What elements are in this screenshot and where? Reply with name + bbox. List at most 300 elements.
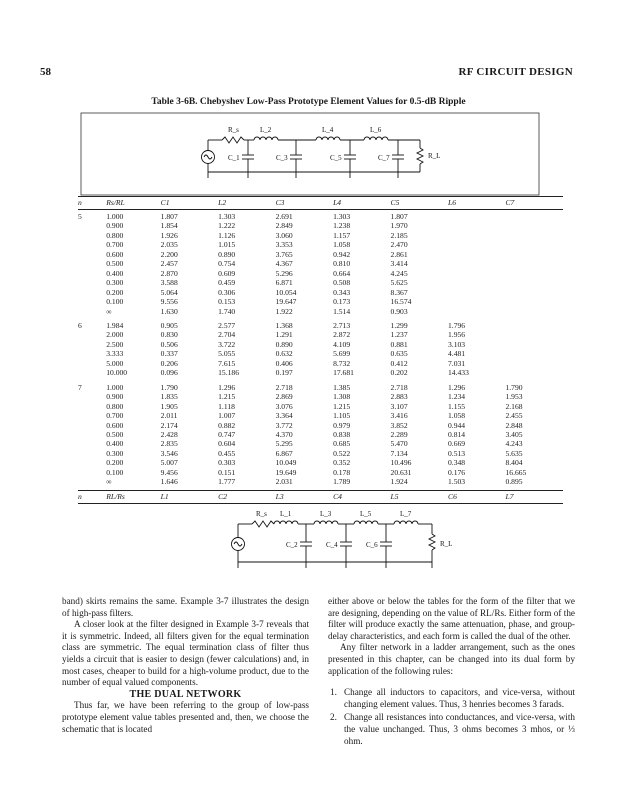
table-cell: 1.984 bbox=[106, 320, 124, 330]
table-cell: 5.295 bbox=[275, 439, 293, 449]
table-cell bbox=[505, 368, 563, 380]
table-cell: 1.777 bbox=[218, 477, 236, 487]
table-cell bbox=[505, 359, 563, 368]
table-cell: 0.669 bbox=[448, 439, 466, 449]
table-cell: 0.200 bbox=[106, 287, 124, 297]
table-cell: 0.800 bbox=[106, 401, 124, 411]
table-cell: 15.186 bbox=[218, 368, 240, 378]
table-cell bbox=[505, 250, 563, 259]
column-header: L4 bbox=[333, 197, 390, 210]
order-cell: 7 bbox=[78, 382, 82, 392]
table-cell: 0.459 bbox=[218, 278, 236, 288]
order-cell bbox=[78, 307, 106, 319]
table-cell: 1.789 bbox=[333, 477, 351, 487]
order-cell bbox=[78, 340, 106, 349]
table-cell: 1.015 bbox=[218, 240, 236, 250]
page-number: 58 bbox=[40, 66, 51, 78]
order-cell bbox=[78, 288, 106, 297]
table-cell: 0.406 bbox=[275, 358, 293, 368]
table-cell: 1.296 bbox=[218, 382, 236, 392]
table-cell: 14.433 bbox=[448, 368, 469, 378]
table-cell: 0.700 bbox=[106, 240, 124, 250]
table-row bbox=[78, 210, 563, 222]
table-cell bbox=[505, 240, 563, 249]
label-l4: L_4 bbox=[322, 126, 334, 134]
table-cell: 0.747 bbox=[218, 429, 236, 439]
table-row bbox=[78, 477, 563, 490]
table-cell: 10.054 bbox=[275, 287, 297, 297]
table-row bbox=[78, 381, 563, 392]
label-l6: L_6 bbox=[370, 126, 382, 134]
table-cell: 0.881 bbox=[390, 339, 408, 349]
table-cell: 1.807 bbox=[390, 212, 408, 221]
table-cell: 1.905 bbox=[160, 401, 178, 411]
table-cell: 2.457 bbox=[160, 259, 178, 269]
label-rs: R_s bbox=[256, 510, 267, 518]
label-c1: C_1 bbox=[228, 154, 240, 162]
column-header: C5 bbox=[391, 197, 448, 210]
table-cell: 2.577 bbox=[218, 320, 236, 330]
table-cell: 1.924 bbox=[390, 477, 408, 487]
table-cell: 1.291 bbox=[275, 330, 293, 340]
table-header-row bbox=[78, 197, 563, 210]
table-cell: 0.890 bbox=[218, 249, 236, 259]
table-cell: 0.632 bbox=[275, 349, 293, 359]
table-cell bbox=[448, 297, 505, 306]
table-cell: 0.942 bbox=[333, 249, 351, 259]
table-cell: 0.096 bbox=[160, 368, 178, 378]
table-cell: 9.556 bbox=[160, 297, 178, 307]
table-cell: 2.872 bbox=[333, 330, 351, 340]
label-l2: L_2 bbox=[260, 126, 272, 134]
table-cell: 1.514 bbox=[333, 306, 351, 316]
table-cell: 10.049 bbox=[275, 458, 297, 468]
table-cell: 2.185 bbox=[390, 230, 408, 240]
table-cell: 10.496 bbox=[390, 458, 412, 468]
table-cell: 1.299 bbox=[390, 320, 408, 330]
table-row bbox=[78, 439, 563, 448]
table-cell: 0.635 bbox=[390, 349, 408, 359]
column-footer: L1 bbox=[161, 490, 218, 503]
table-cell: 1.238 bbox=[333, 221, 351, 231]
table-cell: 2.691 bbox=[275, 212, 293, 221]
table-cell: 5.296 bbox=[275, 268, 293, 278]
table-cell: 2.861 bbox=[390, 249, 408, 259]
table-row bbox=[78, 330, 563, 339]
table-cell: 1.368 bbox=[275, 320, 293, 330]
table-cell: 5.000 bbox=[106, 358, 124, 368]
column-footer: RL/Rs bbox=[106, 490, 160, 503]
order-group bbox=[78, 210, 563, 319]
table-cell: 0.173 bbox=[333, 297, 351, 307]
table-cell: 3.852 bbox=[390, 420, 408, 430]
table-row bbox=[78, 411, 563, 420]
table-cell: 0.800 bbox=[106, 230, 124, 240]
table-cell: 2.835 bbox=[160, 439, 178, 449]
column-footer: L5 bbox=[391, 490, 448, 503]
table-cell: 1.303 bbox=[333, 212, 351, 221]
column-footer: L3 bbox=[276, 490, 333, 503]
table-cell: 0.202 bbox=[390, 368, 408, 378]
label-c4: C_4 bbox=[326, 541, 338, 549]
table-cell: 16.574 bbox=[390, 297, 412, 307]
order-group bbox=[78, 381, 563, 490]
table-cell: 3.414 bbox=[390, 259, 408, 269]
table-cell: 0.100 bbox=[106, 297, 124, 307]
table-cell: 2.718 bbox=[275, 382, 293, 392]
paragraph: either above or below the tables for the form of the filter that we are designing, depending on the value of RL/Rs. Either form of the filter will produce exactly the same attenuation, phase, and group-delay characteristics, and each form is called the dual of the other. bbox=[328, 596, 575, 641]
column-header: L6 bbox=[448, 197, 505, 210]
order-cell bbox=[78, 278, 106, 287]
table-cell: 1.215 bbox=[218, 392, 236, 402]
table-cell: 4.109 bbox=[333, 339, 351, 349]
table-cell: 0.508 bbox=[333, 278, 351, 288]
table-cell: 4.367 bbox=[275, 259, 293, 269]
table-row bbox=[78, 368, 563, 380]
table-cell: 2.200 bbox=[160, 249, 178, 259]
top-schematic-drawing bbox=[80, 112, 540, 196]
table-cell: ∞ bbox=[106, 306, 112, 316]
table-cell: 4.245 bbox=[390, 268, 408, 278]
column-header: n bbox=[78, 197, 106, 210]
table-cell bbox=[448, 269, 505, 278]
label-c6: C_6 bbox=[366, 541, 378, 549]
table-cell: 1.835 bbox=[160, 392, 178, 402]
table-cell: 17.681 bbox=[333, 368, 354, 378]
table-cell: 3.364 bbox=[275, 411, 293, 421]
table-cell: 6.871 bbox=[275, 278, 293, 288]
table-cell: 0.600 bbox=[106, 249, 124, 259]
paragraph: band) skirts remains the same. Example 3-7 illustrates the design of high-pass filters. bbox=[62, 596, 309, 618]
left-column bbox=[62, 596, 309, 735]
table-cell: 1.807 bbox=[160, 212, 178, 221]
table-cell bbox=[448, 231, 505, 240]
table-cell: 1.000 bbox=[106, 382, 124, 392]
order-cell bbox=[78, 477, 106, 490]
table-cell: 5.635 bbox=[505, 448, 523, 458]
column-footer: n bbox=[78, 490, 106, 503]
table-row bbox=[78, 307, 563, 319]
table-cell: 1.854 bbox=[160, 221, 178, 231]
table-row bbox=[78, 392, 563, 401]
table-cell: 1.126 bbox=[218, 230, 236, 240]
table-cell: 3.333 bbox=[106, 349, 124, 359]
table-cell: 0.400 bbox=[106, 268, 124, 278]
table-cell bbox=[505, 319, 563, 330]
label-c2: C_2 bbox=[286, 541, 298, 549]
table-cell: 2.428 bbox=[160, 429, 178, 439]
table-cell: 20.631 bbox=[390, 467, 412, 477]
table-cell: 0.810 bbox=[333, 259, 351, 269]
table-cell: 1.155 bbox=[448, 401, 466, 411]
order-cell bbox=[78, 449, 106, 458]
table-cell: 0.300 bbox=[106, 278, 124, 288]
table-row bbox=[78, 278, 563, 287]
table-cell: 1.503 bbox=[448, 477, 466, 487]
table-row bbox=[78, 221, 563, 230]
table-cell: 3.405 bbox=[505, 429, 523, 439]
table-cell: 4.243 bbox=[505, 439, 523, 449]
order-cell bbox=[78, 269, 106, 278]
order-cell bbox=[78, 439, 106, 448]
table-cell: 5.064 bbox=[160, 287, 178, 297]
order-cell: 6 bbox=[78, 320, 82, 330]
table-cell: 3.588 bbox=[160, 278, 178, 288]
table-row bbox=[78, 430, 563, 439]
table-cell: 3.772 bbox=[275, 420, 293, 430]
table-cell bbox=[505, 231, 563, 240]
table-cell: 8.732 bbox=[333, 358, 351, 368]
order-cell bbox=[78, 240, 106, 249]
table-cell: 2.713 bbox=[333, 320, 351, 330]
table-cell: 5.625 bbox=[390, 278, 408, 288]
table-cell: 0.500 bbox=[106, 259, 124, 269]
table-cell: 0.197 bbox=[275, 368, 293, 378]
order-cell bbox=[78, 297, 106, 306]
table-cell: 3.722 bbox=[218, 339, 236, 349]
order-cell bbox=[78, 221, 106, 230]
table-cell: 2.718 bbox=[390, 382, 408, 392]
table-row bbox=[78, 231, 563, 240]
order-cell bbox=[78, 411, 106, 420]
table-row bbox=[78, 259, 563, 268]
table-cell: 3.107 bbox=[390, 401, 408, 411]
label-l7: L_7 bbox=[400, 510, 412, 518]
table-cell: 9.456 bbox=[160, 467, 178, 477]
table-cell: 2.011 bbox=[160, 411, 178, 421]
column-footer: C6 bbox=[448, 490, 505, 503]
table-cell: 1.058 bbox=[333, 240, 351, 250]
table-cell: 6.867 bbox=[275, 448, 293, 458]
table-cell: 10.000 bbox=[106, 368, 128, 378]
table-cell: 1.237 bbox=[390, 330, 408, 340]
table-cell bbox=[505, 340, 563, 349]
table-cell: 2.289 bbox=[390, 429, 408, 439]
table-cell: 0.513 bbox=[448, 448, 466, 458]
table-cell: 1.970 bbox=[390, 221, 408, 231]
table-cell: 3.765 bbox=[275, 249, 293, 259]
table-cell: 1.790 bbox=[160, 382, 178, 392]
rules-list bbox=[328, 687, 575, 747]
label-rl: R_L bbox=[440, 540, 453, 548]
table-cell bbox=[448, 250, 505, 259]
table-cell: 0.944 bbox=[448, 420, 466, 430]
table-cell: 2.500 bbox=[106, 339, 124, 349]
table-cell: 0.455 bbox=[218, 448, 236, 458]
table-cell: 2.870 bbox=[160, 268, 178, 278]
label-l5: L_5 bbox=[360, 510, 372, 518]
label-c7: C_7 bbox=[378, 154, 390, 162]
table-cell bbox=[505, 349, 563, 358]
order-cell bbox=[78, 359, 106, 368]
table-cell: 0.400 bbox=[106, 439, 124, 449]
table-cell: 1.926 bbox=[160, 230, 178, 240]
table-cell: 0.100 bbox=[106, 467, 124, 477]
table-row bbox=[78, 421, 563, 430]
table-cell: 1.796 bbox=[448, 320, 466, 330]
table-cell: 0.900 bbox=[106, 221, 124, 231]
table-cell: 0.700 bbox=[106, 411, 124, 421]
table-cell: 7.615 bbox=[218, 358, 236, 368]
table-cell: 0.348 bbox=[448, 458, 466, 468]
running-head: RF CIRCUIT DESIGN bbox=[458, 66, 573, 78]
table-cell: 4.370 bbox=[275, 429, 293, 439]
table-cell bbox=[505, 221, 563, 230]
table-cell: ∞ bbox=[106, 477, 112, 487]
table-row bbox=[78, 340, 563, 349]
table-cell: 0.300 bbox=[106, 448, 124, 458]
table-cell: 2.455 bbox=[505, 411, 523, 421]
table-cell: 2.848 bbox=[505, 420, 523, 430]
table-cell: 0.604 bbox=[218, 439, 236, 449]
table-cell: 0.200 bbox=[106, 458, 124, 468]
table-cell: 0.337 bbox=[160, 349, 178, 359]
section-heading: THE DUAL NETWORK bbox=[129, 688, 242, 700]
table-cell: 1.000 bbox=[106, 212, 124, 221]
order-cell bbox=[78, 250, 106, 259]
table-cell: 2.035 bbox=[160, 240, 178, 250]
table-cell: 2.000 bbox=[106, 330, 124, 340]
right-column bbox=[328, 596, 575, 749]
table-cell: 16.665 bbox=[505, 467, 527, 477]
table-row bbox=[78, 402, 563, 411]
table-row bbox=[78, 349, 563, 358]
table-cell: 0.151 bbox=[218, 467, 236, 477]
order-cell bbox=[78, 430, 106, 439]
table-cell: 8.404 bbox=[505, 458, 523, 468]
table-cell: 1.222 bbox=[218, 221, 236, 231]
table-cell: 0.522 bbox=[333, 448, 351, 458]
table-cell: 0.206 bbox=[160, 358, 178, 368]
order-cell bbox=[78, 259, 106, 268]
table-cell: 3.416 bbox=[390, 411, 408, 421]
order-cell bbox=[78, 468, 106, 477]
table-cell bbox=[505, 288, 563, 297]
table-cell: 5.470 bbox=[390, 439, 408, 449]
paragraph: Thus far, we have been referring to the group of low-pass prototype element value tables presented and, then, we choose the schematic that is located bbox=[62, 700, 309, 734]
table-cell: 0.754 bbox=[218, 259, 236, 269]
table-cell: 1.234 bbox=[448, 392, 466, 402]
table-cell: 2.704 bbox=[218, 330, 236, 340]
table-cell: 1.630 bbox=[160, 306, 178, 316]
column-header: Rs/RL bbox=[106, 197, 160, 210]
table-cell bbox=[505, 210, 563, 222]
table-cell: 1.215 bbox=[333, 401, 351, 411]
table-cell: 3.546 bbox=[160, 448, 178, 458]
list-item: 2. Change all resistances into conductances, and vice-versa, with the value unchanged. Thus, 3 ohms becomes 3 mhos, or ⅓ ohm. bbox=[330, 712, 575, 746]
table-cell: 1.007 bbox=[218, 411, 236, 421]
table-cell bbox=[448, 307, 505, 319]
table-cell: 3.060 bbox=[275, 230, 293, 240]
table-cell: 4.481 bbox=[448, 349, 466, 359]
table-cell: 0.838 bbox=[333, 429, 351, 439]
column-header: L2 bbox=[218, 197, 275, 210]
table-cell: 1.790 bbox=[505, 382, 523, 392]
table-cell bbox=[448, 240, 505, 249]
column-footer: L7 bbox=[505, 490, 563, 503]
table-cell bbox=[505, 307, 563, 319]
table-cell: 3.076 bbox=[275, 401, 293, 411]
table-row bbox=[78, 288, 563, 297]
table-cell: 0.890 bbox=[275, 339, 293, 349]
label-rl: R_L bbox=[428, 152, 441, 160]
table-cell: 19.649 bbox=[275, 467, 297, 477]
paragraph: Any filter network in a ladder arrangement, such as the ones presented in this chapter, can be changed into its dual form by application of the following rules: bbox=[328, 642, 575, 676]
table-cell: 2.470 bbox=[390, 240, 408, 250]
table-cell: 1.385 bbox=[333, 382, 351, 392]
table-cell: 0.176 bbox=[448, 467, 466, 477]
table-cell: 1.157 bbox=[333, 230, 351, 240]
table-cell: 2.883 bbox=[390, 392, 408, 402]
table-cell: 0.830 bbox=[160, 330, 178, 340]
table-cell: 5.007 bbox=[160, 458, 178, 468]
table-cell: 7.031 bbox=[448, 358, 466, 368]
bottom-schematic bbox=[80, 502, 540, 574]
table-row bbox=[78, 468, 563, 477]
table-cell: 19.647 bbox=[275, 297, 297, 307]
table-cell bbox=[448, 210, 505, 222]
table-cell: 5.055 bbox=[218, 349, 236, 359]
table-cell: 0.500 bbox=[106, 429, 124, 439]
column-header: C3 bbox=[276, 197, 333, 210]
table-cell: 0.306 bbox=[218, 287, 236, 297]
order-cell bbox=[78, 349, 106, 358]
table-cell: 0.905 bbox=[160, 320, 178, 330]
table-row bbox=[78, 240, 563, 249]
table-row bbox=[78, 458, 563, 467]
label-l3: L_3 bbox=[320, 510, 332, 518]
order-cell bbox=[78, 368, 106, 380]
table-cell: 0.600 bbox=[106, 420, 124, 430]
order-cell bbox=[78, 458, 106, 467]
table-cell: 1.118 bbox=[218, 401, 235, 411]
column-footer: C2 bbox=[218, 490, 275, 503]
table-cell: 1.740 bbox=[218, 306, 236, 316]
table-cell bbox=[505, 269, 563, 278]
table-cell: 0.903 bbox=[390, 306, 408, 316]
label-rs: R_s bbox=[228, 126, 239, 134]
table-row bbox=[78, 359, 563, 368]
table-row bbox=[78, 297, 563, 306]
table-row bbox=[78, 449, 563, 458]
table-cell: 0.303 bbox=[218, 458, 236, 468]
order-cell: 5 bbox=[78, 212, 82, 221]
column-header: C1 bbox=[161, 197, 218, 210]
table-title: Table 3-6B. Chebyshev Low-Pass Prototype Element Values for 0.5-dB Ripple bbox=[151, 97, 466, 107]
table-cell: 1.058 bbox=[448, 411, 466, 421]
list-item: 1. Change all inductors to capacitors, and vice-versa, without changing element values. Thus, 3 henries becomes 3 farads. bbox=[330, 687, 575, 709]
table-cell: 0.664 bbox=[333, 268, 351, 278]
table-cell: 2.168 bbox=[505, 401, 523, 411]
table-row bbox=[78, 319, 563, 330]
table-cell: 2.031 bbox=[275, 477, 293, 487]
table-cell: 2.869 bbox=[275, 392, 293, 402]
table-cell: 0.979 bbox=[333, 420, 351, 430]
table-cell: 0.685 bbox=[333, 439, 351, 449]
table-cell: 2.849 bbox=[275, 221, 293, 231]
table-cell bbox=[505, 259, 563, 268]
column-footer: C4 bbox=[333, 490, 390, 503]
order-cell bbox=[78, 392, 106, 401]
order-cell bbox=[78, 231, 106, 240]
top-schematic bbox=[80, 112, 540, 196]
table-cell bbox=[448, 221, 505, 230]
table-cell: 8.367 bbox=[390, 287, 408, 297]
table-cell bbox=[505, 297, 563, 306]
label-c3: C_3 bbox=[276, 154, 288, 162]
table-cell: 0.412 bbox=[390, 358, 408, 368]
table-cell bbox=[448, 288, 505, 297]
